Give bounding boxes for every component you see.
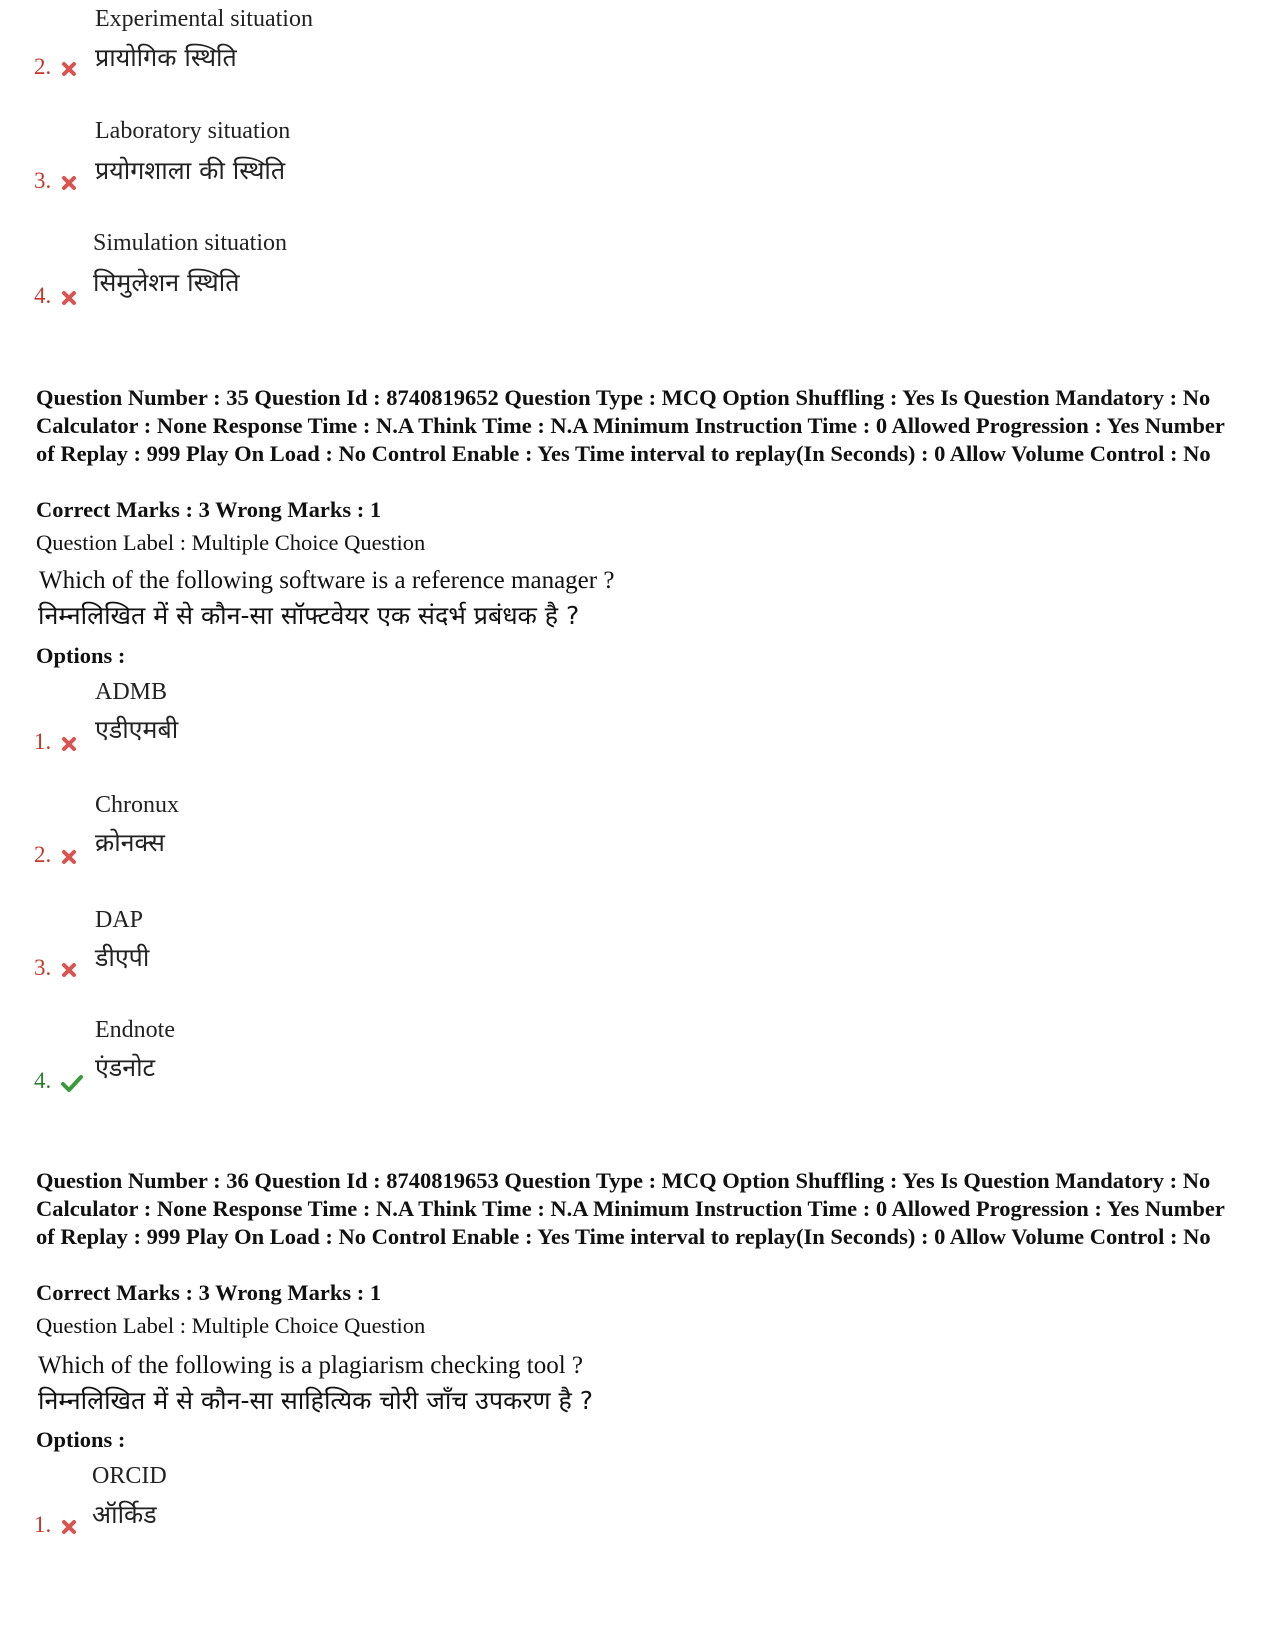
option-number: 3. bbox=[34, 955, 52, 980]
question-text-hi: निम्नलिखित में से कौन-सा साहित्यिक चोरी जाँच उपकरण है ? bbox=[38, 1386, 594, 1415]
option-number: 1. bbox=[34, 1512, 52, 1537]
option-number-row bbox=[34, 1068, 83, 1094]
option-text-en: Chronux bbox=[95, 792, 179, 818]
option-text-en: DAP bbox=[95, 907, 144, 933]
option-text-hi: सिमुलेशन स्थिति bbox=[93, 268, 240, 297]
option-text-hi: डीएपी bbox=[95, 943, 150, 972]
cross-mark-icon bbox=[61, 849, 77, 865]
question-meta: Question Number : 35 Question Id : 8740819652 Question Type : MCQ Option Shuffling : Yes Is Question Mandatory : No Calculator : None Response Time : N.A Think Time : N.A Minimum Instruction Time : 0 Allowed Progression : Yes Number of Replay : 999 Play On Load : No Control Enable : Yes Time interval to replay(In Seconds) : 0 Allow Volume Control : No bbox=[36, 385, 1225, 466]
option-text-en: Simulation situation bbox=[93, 230, 288, 256]
option-number: 1. bbox=[34, 729, 52, 754]
option-text-hi: क्रोनक्स bbox=[95, 828, 165, 857]
check-mark-icon bbox=[61, 1074, 83, 1092]
option-text-en: Laboratory situation bbox=[95, 118, 291, 144]
option-text-hi: एडीएमबी bbox=[95, 715, 179, 744]
option-number: 2. bbox=[34, 842, 52, 867]
option-number: 2. bbox=[34, 54, 52, 79]
option-number: 4. bbox=[34, 1068, 52, 1093]
question-meta: Question Number : 36 Question Id : 8740819653 Question Type : MCQ Option Shuffling : Yes Is Question Mandatory : No Calculator : None Response Time : N.A Think Time : N.A Minimum Instruction Time : 0 Allowed Progression : Yes Number of Replay : 999 Play On Load : No Control Enable : Yes Time interval to replay(In Seconds) : 0 Allow Volume Control : No bbox=[36, 1168, 1225, 1249]
option-text-en: Endnote bbox=[95, 1017, 175, 1043]
question-marks: Correct Marks : 3 Wrong Marks : 1 bbox=[36, 1280, 382, 1305]
option-text-hi: ऑर्किड bbox=[92, 1500, 157, 1529]
option-number-row bbox=[34, 842, 77, 868]
question-label: Question Label : Multiple Choice Question bbox=[36, 530, 426, 555]
question-text-en: Which of the following software is a reference manager ? bbox=[39, 567, 615, 594]
question-text-en: Which of the following is a plagiarism checking tool ? bbox=[38, 1352, 583, 1379]
question-label: Question Label : Multiple Choice Question bbox=[36, 1313, 426, 1338]
cross-mark-icon bbox=[61, 1519, 77, 1535]
option-text-hi: एंडनोट bbox=[95, 1053, 156, 1082]
cross-mark-icon bbox=[61, 290, 77, 306]
cross-mark-icon bbox=[61, 736, 77, 752]
question-text-hi: निम्नलिखित में से कौन-सा सॉफ्टवेयर एक संदर्भ प्रबंधक है ? bbox=[38, 601, 580, 630]
option-number-row bbox=[34, 168, 77, 194]
option-text-en: ADMB bbox=[95, 679, 168, 705]
option-number-row bbox=[34, 729, 77, 755]
option-number: 3. bbox=[34, 168, 52, 193]
option-text-hi: प्रायोगिक स्थिति bbox=[95, 43, 237, 72]
options-title: Options : bbox=[36, 643, 126, 668]
option-number-row bbox=[34, 955, 77, 981]
options-title: Options : bbox=[36, 1427, 126, 1452]
cross-mark-icon bbox=[61, 962, 77, 978]
option-number-row bbox=[34, 54, 77, 80]
option-text-en: ORCID bbox=[92, 1463, 167, 1489]
option-text-hi: प्रयोगशाला की स्थिति bbox=[95, 156, 286, 185]
option-number: 4. bbox=[34, 283, 52, 308]
cross-mark-icon bbox=[61, 175, 77, 191]
option-number-row bbox=[34, 283, 77, 309]
question-marks: Correct Marks : 3 Wrong Marks : 1 bbox=[36, 497, 382, 522]
option-number-row bbox=[34, 1512, 77, 1538]
cross-mark-icon bbox=[61, 61, 77, 77]
option-text-en: Experimental situation bbox=[95, 6, 313, 32]
